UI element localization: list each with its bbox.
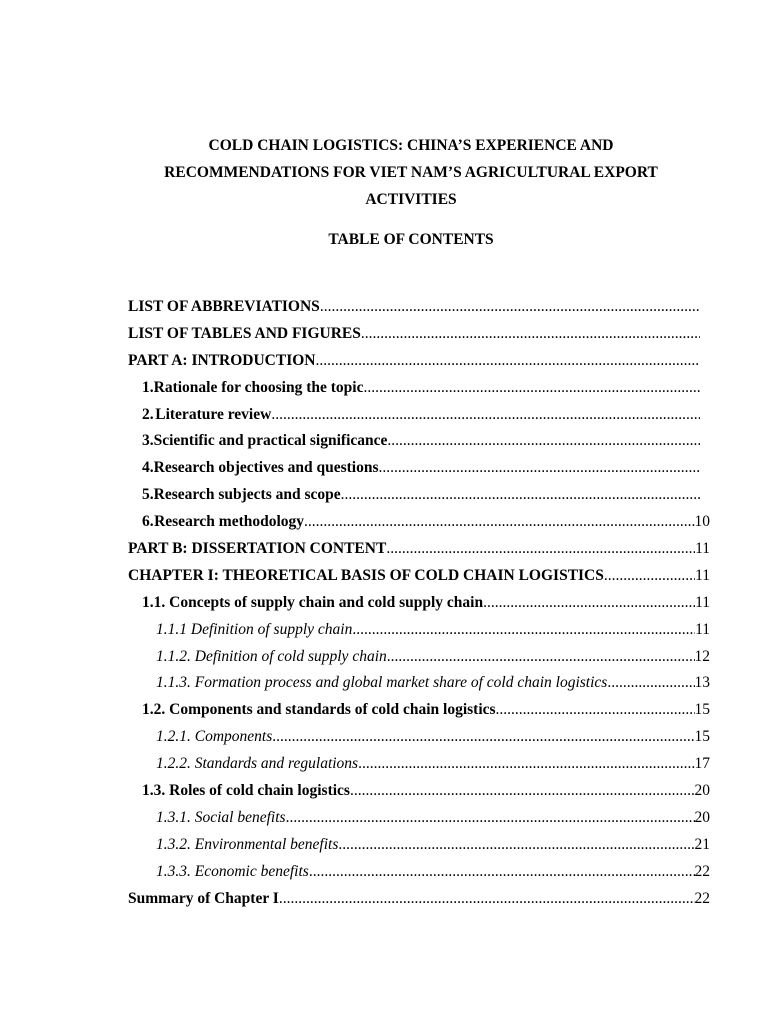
table-of-contents	[128, 294, 710, 912]
toc-entry-label: PART B: DISSERTATION CONTENT	[128, 540, 387, 558]
toc-dot-leader	[361, 321, 700, 348]
toc-dot-leader	[607, 670, 694, 697]
toc-entry-label: 1.1.3. Formation process and global market share of cold chain logistics	[156, 674, 608, 692]
toc-entry-label: 1.1.1 Definition of supply chain	[156, 620, 353, 638]
toc-dot-leader	[272, 724, 694, 751]
toc-entry[interactable]	[128, 886, 710, 913]
document-title-line: RECOMMENDATIONS FOR VIET NAM’S AGRICULTURAL EXPORT	[164, 164, 658, 181]
toc-entry-page-number: 20	[694, 808, 710, 826]
toc-entry[interactable]	[128, 294, 710, 321]
toc-entry[interactable]	[128, 455, 710, 482]
toc-heading: TABLE OF CONTENTS	[328, 231, 494, 248]
toc-entry-number: 5.	[142, 486, 154, 504]
toc-dot-leader	[387, 644, 695, 671]
toc-entry-number: 1.	[142, 378, 154, 396]
toc-entry-label: Rationale for choosing the topic	[153, 378, 364, 396]
toc-dot-leader	[304, 509, 694, 536]
toc-entry[interactable]	[128, 482, 710, 509]
toc-entry[interactable]	[128, 375, 710, 402]
toc-entry-page-number: 11	[695, 540, 710, 558]
toc-entry-number: 3.	[142, 432, 154, 450]
document-title-line: ACTIVITIES	[365, 191, 457, 208]
toc-entry-label: 1.2.1. Components	[156, 728, 273, 746]
toc-entry-label: Research methodology	[154, 513, 305, 531]
toc-entry[interactable]	[128, 617, 710, 644]
toc-entry[interactable]	[128, 832, 710, 859]
toc-entry-page-number: 11	[695, 566, 710, 584]
toc-entry[interactable]	[128, 778, 710, 805]
toc-entry[interactable]	[128, 428, 710, 455]
toc-entry[interactable]	[128, 509, 710, 536]
toc-entry[interactable]	[128, 321, 710, 348]
toc-entry-label: 1.3. Roles of cold chain logistics	[142, 782, 350, 800]
toc-dot-leader	[315, 348, 700, 375]
toc-entry[interactable]	[128, 644, 710, 671]
toc-entry-label: 1.3.3. Economic benefits	[156, 862, 309, 880]
toc-entry-page-number: 11	[695, 593, 710, 611]
toc-entry-label: LIST OF TABLES AND FIGURES	[128, 324, 361, 342]
toc-dot-leader	[338, 832, 694, 859]
toc-dot-leader	[387, 428, 700, 455]
document-title-line: COLD CHAIN LOGISTICS: CHINA’S EXPERIENCE AND	[208, 137, 614, 154]
toc-entry-page-number: 17	[694, 755, 710, 773]
toc-entry-label: Research objectives and questions	[153, 459, 379, 477]
toc-entry-number: 6.	[142, 513, 154, 531]
toc-entry[interactable]	[128, 805, 710, 832]
toc-entry-label: LIST OF ABBREVIATIONS	[128, 298, 320, 315]
toc-entry-label: Research subjects and scope	[153, 486, 341, 504]
toc-entry[interactable]	[128, 590, 710, 617]
toc-dot-leader	[496, 697, 695, 724]
toc-entry[interactable]	[128, 402, 710, 429]
toc-entry-page-number: 22	[694, 889, 710, 907]
toc-entry-label: 1.2. Components and standards of cold chain logistics	[142, 701, 496, 719]
toc-dot-leader	[358, 751, 694, 778]
toc-dot-leader	[350, 778, 695, 805]
toc-entry-label: Literature review	[155, 405, 272, 423]
toc-dot-leader	[352, 617, 695, 644]
toc-entry-label: Summary of Chapter I	[128, 889, 279, 907]
document-title	[100, 132, 722, 213]
toc-entry-number: 4.	[142, 459, 154, 477]
toc-dot-leader	[379, 455, 700, 482]
toc-dot-leader	[271, 402, 700, 429]
toc-dot-leader	[320, 294, 700, 321]
toc-entry-number: 2.	[142, 405, 154, 423]
toc-dot-leader	[279, 886, 695, 913]
toc-dot-leader	[604, 563, 695, 590]
toc-entry-page-number: 22	[694, 862, 710, 880]
toc-entry-label: 1.2.2. Standards and regulations	[156, 755, 359, 773]
toc-entry[interactable]	[128, 563, 710, 590]
toc-entry-page-number: 15	[694, 728, 710, 746]
toc-entry-label: CHAPTER I: THEORETICAL BASIS OF COLD CHAIN LOGISTICS	[128, 566, 604, 584]
toc-entry-label: PART A: INTRODUCTION	[128, 351, 316, 369]
toc-entry-label: Scientific and practical significance	[153, 432, 388, 450]
toc-entry-page-number: 15	[694, 701, 710, 719]
toc-entry-label: 1.3.1. Social benefits	[156, 808, 286, 826]
toc-entry-label: 1.1.2. Definition of cold supply chain	[156, 647, 387, 665]
toc-dot-leader	[341, 482, 700, 509]
toc-entry[interactable]	[128, 670, 710, 697]
toc-entry-page-number: 20	[694, 782, 710, 800]
toc-entry[interactable]	[128, 697, 710, 724]
toc-entry-page-number: 12	[694, 647, 710, 665]
toc-entry-label: 1.3.2. Environmental benefits	[156, 835, 339, 853]
toc-entry[interactable]	[128, 536, 710, 563]
toc-entry-page-number: 10	[694, 513, 710, 531]
toc-entry-page-number: 11	[695, 620, 710, 638]
toc-dot-leader	[309, 859, 695, 886]
toc-entry[interactable]	[128, 859, 710, 886]
toc-entry[interactable]	[128, 751, 710, 778]
toc-entry-page-number: 13	[694, 674, 710, 692]
toc-entry-page-number: 21	[694, 835, 710, 853]
toc-entry-label: 1.1. Concepts of supply chain and cold supply chain	[142, 593, 484, 611]
toc-dot-leader	[386, 536, 695, 563]
toc-dot-leader	[363, 375, 700, 402]
toc-entry[interactable]	[128, 724, 710, 751]
toc-entry[interactable]	[128, 348, 710, 375]
toc-dot-leader	[483, 590, 695, 617]
toc-dot-leader	[286, 805, 695, 832]
